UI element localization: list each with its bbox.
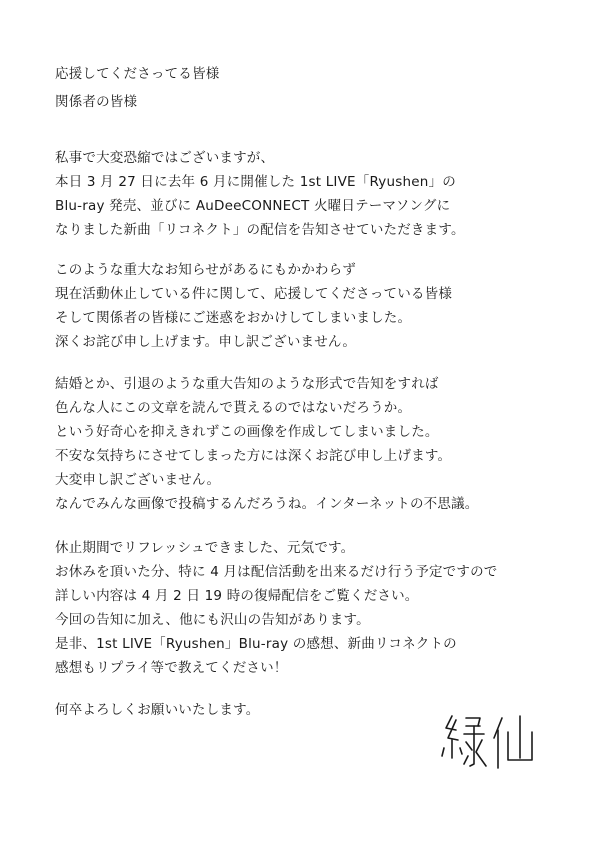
- greeting-line: 関係者の皆様: [55, 94, 138, 110]
- body-line: お休みを頂いた分、特に 4 月は配信活動を出来るだけ行う予定ですので: [55, 564, 498, 580]
- body-line: 不安な気持ちにさせてしまった方には深くお詫び申し上げます。: [55, 448, 452, 464]
- body-line: そして関係者の皆様にご迷惑をおかけしてしまいました。: [55, 310, 412, 326]
- body-line: 結婚とか、引退のような重大告知のような形式で告知をすれば: [55, 376, 439, 392]
- greeting-line: 応援してくださってる皆様: [55, 66, 220, 82]
- body-line: 是非、1st LIVE「Ryushen」Blu-ray の感想、新曲リコネクトの: [55, 636, 457, 652]
- body-line: という好奇心を抑えきれずこの画像を作成してしまいました。: [55, 424, 439, 440]
- body-line: 大変申し訳ございません。: [55, 472, 221, 488]
- body-line: なんでみんな画像で投稿するんだろうね。インターネットの不思議。: [55, 496, 479, 512]
- body-line: 休止期間でリフレッシュできました、元気です。: [55, 540, 355, 556]
- body-line: 詳しい内容は 4 月 2 日 19 時の復帰配信をご覧ください。: [55, 588, 419, 604]
- handwritten-signature: [438, 708, 548, 778]
- body-line: 色んな人にこの文章を読んで貰えるのではないだろうか。: [55, 400, 412, 416]
- body-line: なりました新曲「リコネクト」の配信を告知させていただきます。: [55, 222, 465, 238]
- body-line: 私事で大変恐縮ではございますが、: [55, 150, 275, 166]
- body-line: 感想もリプライ等で教えてください！: [55, 660, 288, 676]
- body-line: 現在活動休止している件に関して、応援してくださっている皆様: [55, 286, 453, 302]
- body-line: このような重大なお知らせがあるにもかかわらず: [55, 262, 356, 278]
- body-line: Blu-ray 発売、並びに AuDeeCONNECT 火曜日テーマソングに: [55, 198, 451, 214]
- closing-line: 何卒よろしくお願いいたします。: [55, 702, 260, 718]
- body-line: 深くお詫び申し上げます。申し訳ございません。: [55, 334, 357, 350]
- body-line: 本日 3 月 27 日に去年 6 月に開催した 1st LIVE「Ryushen」の: [55, 174, 456, 190]
- body-line: 今回の告知に加え、他にも沢山の告知があります。: [55, 612, 370, 628]
